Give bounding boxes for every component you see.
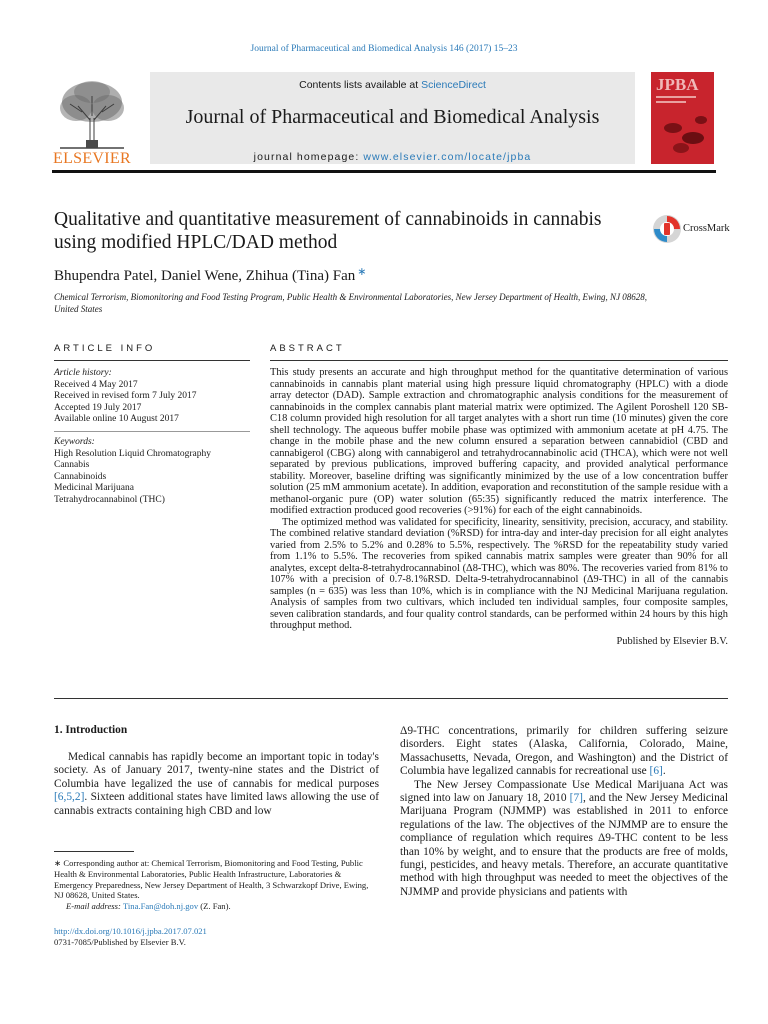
keywords-block bbox=[54, 437, 254, 507]
intro-right-column bbox=[400, 725, 728, 899]
intro-paragraph bbox=[400, 779, 728, 900]
abstract-bottom-rule bbox=[54, 698, 728, 699]
journal-homepage-link[interactable]: www.elsevier.com/locate/jpba bbox=[363, 151, 532, 163]
article-history-label: Article history: bbox=[54, 368, 112, 378]
author-list bbox=[54, 265, 366, 285]
history-divider bbox=[54, 431, 250, 432]
email-suffix: (Z. Fan). bbox=[198, 901, 231, 912]
homepage-line bbox=[150, 151, 635, 163]
elsevier-tree-logo bbox=[52, 78, 132, 150]
intro-text: . Sixteen additional states have limited laws allowing the use of cannabis extracts containing high CBD and low bbox=[54, 791, 379, 817]
keywords-label: Keywords: bbox=[54, 437, 95, 447]
keyword: Cannabinoids bbox=[54, 471, 107, 482]
abstract-rule bbox=[270, 360, 728, 361]
crossmark-icon bbox=[652, 214, 682, 244]
citation-link[interactable]: [6] bbox=[649, 765, 663, 778]
sciencedirect-link[interactable]: ScienceDirect bbox=[421, 79, 486, 91]
corresponding-author-marker[interactable]: ∗ bbox=[357, 266, 367, 278]
abstract-heading: ABSTRACT bbox=[270, 343, 345, 354]
published-by: Published by Elsevier B.V. bbox=[616, 635, 728, 647]
history-online: Available online 10 August 2017 bbox=[54, 414, 179, 425]
contents-prefix: Contents lists available at bbox=[299, 79, 422, 91]
email-label: E-mail address: bbox=[66, 901, 123, 912]
contents-line bbox=[150, 79, 635, 91]
abstract-paragraph: This study presents an accurate and high throughput method for the quantitative determination of various cannabinoids in cannabis plant material using high pressure liquid chromatography (HPLC) with a diode array detector (DAD). Sample extraction and chromatographic analysis conditions for the measurement of cannabinoids in the complex cannabis plant material matrix were optimized. The Agilent Poroshell 120 SB-C18 column provided high resolution for all target analytes with a short run time (10 minutes) given the core shell technology. The aqueous buffer mobile phase was optimized with ammonium acetate at pH 4.75. The change in the mobile phase and the new column ensured a separation between cannabidiol (CBD and cannabigerol (CBG) along with cannabigerol and tetrahydrocannabinolic acid (THCA), which were not well separated by previous publications, improved buffering capacity, and provided analytical performance stability. Moreover, baseline drifting was significantly minimized by the use of a low concentration buffer solution (25 mM ammonium acetate). In addition, evaporation and reconstitution of the sample residue with a methanol-organic pure (OP) water solution (65:35) significantly reduced the matrix interference. The modified extraction produced good recoveries (>91%) for each of the eight cannabinoids. bbox=[270, 367, 728, 516]
journal-title: Journal of Pharmaceutical and Biomedical Analysis bbox=[185, 106, 600, 128]
journal-cover-thumbnail[interactable] bbox=[651, 72, 714, 164]
keyword: Cannabis bbox=[54, 460, 90, 471]
doi-block bbox=[54, 926, 379, 948]
corresponding-author-note: ∗ Corresponding author at: Chemical Terrorism, Biomonitoring and Food Testing, Public Health & Environmental Laboratories, Public Health Infrastructure, Laboratories & Emergency Preparedness, New Jersey Department of Health, 3 Schwarzkopf Drive, Ewing, NJ 08628, United States. bbox=[54, 858, 369, 901]
cover-logo: JPBA bbox=[656, 75, 699, 94]
doi-link[interactable]: http://dx.doi.org/10.1016/j.jpba.2017.07.021 bbox=[54, 926, 207, 936]
footnote-rule bbox=[54, 851, 134, 852]
affiliation: Chemical Terrorism, Biomonitoring and Food Testing Program, Public Health & Environmental Laboratories, New Jersey Department of Health, Ewing, NJ 08628, United States bbox=[54, 292, 648, 314]
citation-link[interactable]: [7] bbox=[569, 792, 583, 805]
intro-text: The New Jersey Compassionate Use Medical Marijuana Act was signed into law on January 18, 2010 bbox=[400, 778, 728, 805]
keyword: Tetrahydrocannabinol (THC) bbox=[54, 494, 165, 505]
article-info-heading: ARTICLE INFO bbox=[54, 343, 156, 354]
abstract-paragraph: The optimized method was validated for specificity, linearity, sensitivity, precision, accuracy, and stability. The combined relative standard deviation (%RSD) for intra-day and inter-day precision for all eight analytes varied from 2.5% to 5.2% and 0.28% to 5.5%, respectively. The %RSD for the repeatability study varied from 1.1% to 5.5%. The recoveries from spiked cannabis matrix samples were greater than 90% for all analytes, except delta-8-tetrahydrocannabinol (Δ8-THC), which was 80%. The recoveries varied from 81% to 107% with a precision of 0.7-8.1%RSD. Delta-9-tetrahydrocannabinol (Δ9-THC) in all of the cannabis samples (n = 635) was less than 10%, which is in compliance with the NJ Medicinal Marijuana regulation. Analysis of samples from two cultivars, which included ten individual samples, four composite samples, seven calibration standards, and four quality control standards, can be performed within 24 hours by this high throughput method. bbox=[270, 516, 728, 631]
header-rule bbox=[52, 170, 716, 173]
email-link[interactable]: Tina.Fan@doh.nj.gov bbox=[122, 901, 199, 912]
cover-artwork bbox=[651, 72, 714, 164]
intro-left-column bbox=[54, 751, 379, 818]
intro-text: Δ9-THC concentrations, primarily for children suffering seizure disorders. Eight states (Alaska, California, Colorado, Maine, Massachusetts, Nevada, Oregon, and Washington) and the District of Columbia have legalized cannabis for recreational use bbox=[400, 725, 728, 778]
intro-text: Medical cannabis has rapidly become an important topic in today's society. As of January 2017, twenty-nine states and the District of Columbia have legalized the use of cannabis for medical purposes bbox=[54, 751, 379, 790]
abstract-body bbox=[270, 367, 728, 647]
crossmark-badge[interactable] bbox=[652, 214, 734, 244]
history-received: Received 4 May 2017 bbox=[54, 379, 138, 390]
article-info-rule bbox=[54, 360, 250, 361]
journal-citation-link[interactable]: Journal of Pharmaceutical and Biomedical Analysis 146 (2017) 15–23 bbox=[250, 44, 518, 54]
article-title: Qualitative and quantitative measurement of cannabinoids in cannabis using modified HPLC/DAD method bbox=[54, 209, 602, 253]
history-revised: Received in revised form 7 July 2017 bbox=[54, 391, 197, 402]
issn-line: 0731-7085/Published by Elsevier B.V. bbox=[54, 936, 186, 947]
homepage-prefix: journal homepage: bbox=[253, 151, 364, 163]
author-names: Bhupendra Patel, Daniel Wene, Zhihua (Tina) Fan bbox=[54, 268, 356, 284]
keyword: Medicinal Marijuana bbox=[54, 483, 134, 494]
intro-text: . bbox=[662, 765, 666, 778]
elsevier-wordmark: ELSEVIER bbox=[53, 150, 131, 167]
corresponding-footnote bbox=[54, 858, 379, 912]
citation-link[interactable]: [6,5,2] bbox=[54, 791, 85, 804]
history-accepted: Accepted 19 July 2017 bbox=[54, 402, 142, 413]
crossmark-label: CrossMark bbox=[683, 223, 730, 234]
intro-text: , and the New Jersey Medicinal Marijuana Program (NJMMP) was established in 2011 to enforce regulations of the law. The objectives of the NJMMP are to ensure the compliance of regulation which requires Δ9-THC content to be less than 10% by weight, and to ensure that the products are free of molds, fungi, pesticides, and heavy metals. Therefore, an accurate quantitative method with high throughput was needed to meet the objectives of the NJMMP and provide physicians and patients with bbox=[400, 792, 728, 898]
introduction-heading: 1. Introduction bbox=[54, 724, 128, 736]
keyword: High Resolution Liquid Chromatography bbox=[54, 448, 212, 459]
intro-paragraph bbox=[400, 725, 728, 779]
intro-paragraph bbox=[54, 751, 379, 818]
email-line bbox=[54, 901, 379, 912]
article-history bbox=[54, 368, 254, 426]
